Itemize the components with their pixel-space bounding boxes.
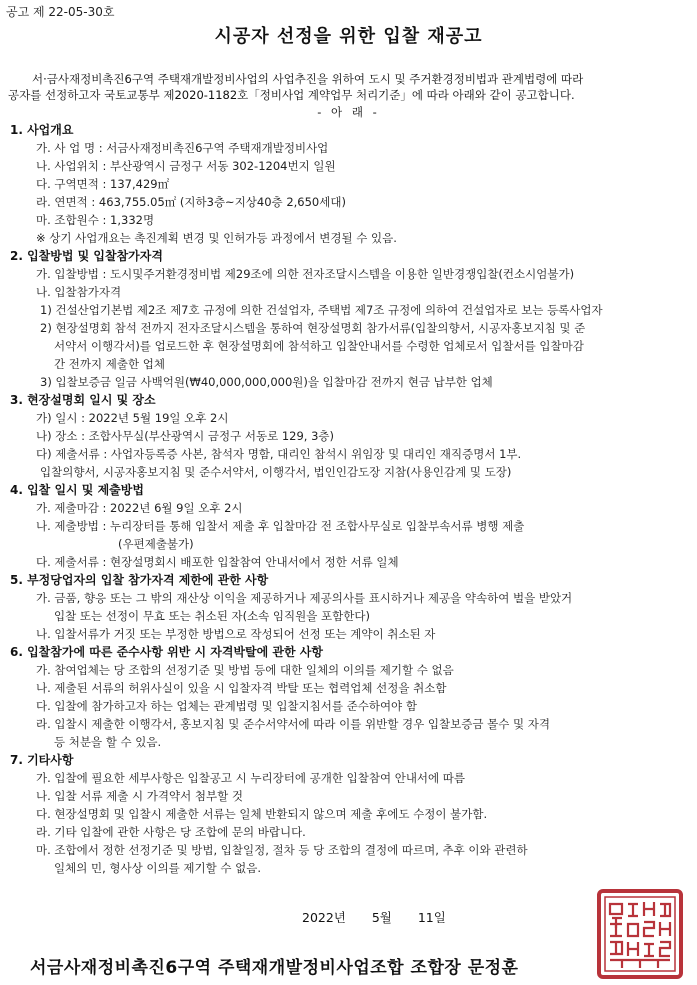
list-item: 나) 장소 : 조합사무실(부산광역시 금정구 서동로 129, 3층) bbox=[36, 429, 335, 443]
list-item: 나. 사업위치 : 부산광역시 금정구 서동 302-1204번지 일원 bbox=[36, 159, 336, 173]
list-item: 가. 금품, 향응 또는 그 밖의 재산상 이익을 제공하거나 제공의사를 표시하거나 제공을 약속하여 벌을 받았거 bbox=[36, 591, 573, 605]
list-item: ※ 상기 사업개요는 촉진계획 변경 및 인허가등 과정에서 변경될 수 있음. bbox=[36, 231, 397, 245]
list-item: 다. 입찰에 참가하고자 하는 업체는 관계법령 및 입찰지침서를 준수하여야 함 bbox=[36, 699, 417, 713]
list-item: 간 전까지 제출한 업체 bbox=[54, 357, 165, 371]
list-item: 나. 입찰참가자격 bbox=[36, 285, 122, 299]
below-marker: - 아 래 - bbox=[317, 105, 380, 119]
list-item: 마. 조합원수 : 1,332명 bbox=[36, 213, 155, 227]
date-year: 2022년 bbox=[302, 910, 346, 925]
intro-paragraph bbox=[8, 71, 692, 103]
doc-number: 공고 제 22-05-30호 bbox=[6, 5, 115, 19]
list-item: 가. 사 업 명 : 서금사재정비촉진6구역 주택재개발정비사업 bbox=[36, 141, 329, 155]
date-month: 5월 bbox=[371, 910, 392, 925]
signature-line: 서금사재정비촉진6구역 주택재개발정비사업조합 조합장 문정훈 bbox=[30, 958, 519, 978]
section-title: 2. 입찰방법 및 입찰참가자격 bbox=[10, 249, 163, 263]
list-item: 가. 입찰에 필요한 세부사항은 입찰공고 시 누리장터에 공개한 입찰참여 안내서에 따름 bbox=[36, 771, 466, 785]
list-item: 일체의 민, 형사상 이의를 제기할 수 없음. bbox=[54, 861, 261, 875]
list-item: 입찰 또는 선정이 무효 또는 취소된 자(소속 임직원을 포함한다) bbox=[54, 609, 370, 623]
list-item: 라. 연면적 : 463,755.05㎡ (지하3층~지상40층 2,650세대) bbox=[36, 195, 346, 209]
list-item: 나. 제출방법 : 누리장터를 통해 입찰서 제출 후 입찰마감 전 조합사무실로 입찰부속서류 병행 제출 bbox=[36, 519, 525, 533]
list-item: 다. 현장설명회 및 입찰시 제출한 서류는 일체 반환되지 않으며 제출 후에도 수정이 불가함. bbox=[36, 807, 488, 821]
list-item: 다. 구역면적 : 137,429㎡ bbox=[36, 177, 170, 191]
list-item: 가. 입찰방법 : 도시및주거환경정비법 제29조에 의한 전자조달시스템을 이용한 일반경쟁입찰(컨소시엄불가) bbox=[36, 267, 575, 281]
section-title: 4. 입찰 일시 및 제출방법 bbox=[10, 483, 144, 497]
list-item: 나. 입찰 서류 제출 시 가격약서 첨부할 것 bbox=[36, 789, 243, 803]
list-item: 라. 입찰시 제출한 이행각서, 홍보지침 및 준수서약서에 따라 이를 위반할 경우 입찰보증금 몰수 및 자격 bbox=[36, 717, 550, 731]
section-title: 1. 사업개요 bbox=[10, 123, 74, 137]
list-item: 1) 건설산업기본법 제2조 제7호 규정에 의한 건설업자, 주택법 제7조 규정에 의하여 건설업자로 보는 등록사업자 bbox=[40, 303, 603, 317]
intro-line: 공자를 선정하고자 국토교통부 제2020-1182호「정비사업 계약업무 처리기준」에 따라 아래와 같이 공고합니다. bbox=[8, 88, 575, 102]
section-title: 3. 현장설명회 일시 및 장소 bbox=[10, 393, 156, 407]
section-title: 7. 기타사항 bbox=[10, 753, 74, 767]
list-item: 2) 현장설명회 참석 전까지 전자조달시스템을 통하여 현장설명회 참가서류(입찰의향서, 시공자홍보지침 및 준 bbox=[40, 321, 586, 335]
section-title: 6. 입찰참가에 따른 준수사항 위반 시 자격박탈에 관한 사항 bbox=[10, 645, 323, 659]
official-seal-icon bbox=[596, 888, 684, 980]
list-item: 라. 기타 입찰에 관한 사항은 당 조합에 문의 바랍니다. bbox=[36, 825, 306, 839]
list-item: 나. 입찰서류가 거짓 또는 부정한 방법으로 작성되어 선정 또는 계약이 취소된 자 bbox=[36, 627, 436, 641]
list-item: 3) 입찰보증금 일금 사백억원(₩40,000,000,000원)을 입찰마감 전까지 현금 납부한 업체 bbox=[40, 375, 493, 389]
list-item: 등 처분을 할 수 있음. bbox=[54, 735, 162, 749]
list-item: 입찰의향서, 시공자홍보지침 및 준수서약서, 이행각서, 법인인감도장 지참(사용인감계 및 도장) bbox=[40, 465, 512, 479]
list-item: 가. 참여업체는 당 조합의 선정기준 및 방법 등에 대한 일체의 이의를 제기할 수 없음 bbox=[36, 663, 454, 677]
date-day: 11일 bbox=[417, 910, 446, 925]
intro-line: 서·금사재정비촉진6구역 주택재개발정비사업의 사업추진을 위하여 도시 및 주거환경정비법과 관계법령에 따라 bbox=[32, 72, 584, 86]
list-item: 가) 일시 : 2022년 5월 19일 오후 2시 bbox=[36, 411, 229, 425]
list-item: 다) 제출서류 : 사업자등록증 사본, 참석자 명함, 대리인 참석시 위임장 및 대리인 재직증명서 1부. bbox=[36, 447, 522, 461]
notice-date bbox=[302, 908, 446, 926]
page-title: 시공자 선정을 위한 입찰 재공고 bbox=[214, 26, 483, 47]
list-item: 마. 조합에서 정한 선정기준 및 방법, 입찰일정, 절차 등 당 조합의 결정에 따르며, 추후 이와 관련하 bbox=[36, 843, 528, 857]
section-title: 5. 부정당업자의 입찰 참가자격 제한에 관한 사항 bbox=[10, 573, 269, 587]
list-item: 서약서 이행각서)를 업로드한 후 현장설명회에 참석하고 입찰안내서를 수령한 업체로서 입찰서를 입찰마감 bbox=[54, 339, 584, 353]
list-item: (우편제출불가) bbox=[118, 537, 194, 551]
list-item: 가. 제출마감 : 2022년 6월 9일 오후 2시 bbox=[36, 501, 243, 515]
list-item: 다. 제출서류 : 현장설명회시 배포한 입찰참여 안내서에서 정한 서류 일체 bbox=[36, 555, 399, 569]
list-item: 나. 제출된 서류의 허위사실이 있을 시 입찰자격 박탈 또는 협력업체 선정을 취소함 bbox=[36, 681, 447, 695]
